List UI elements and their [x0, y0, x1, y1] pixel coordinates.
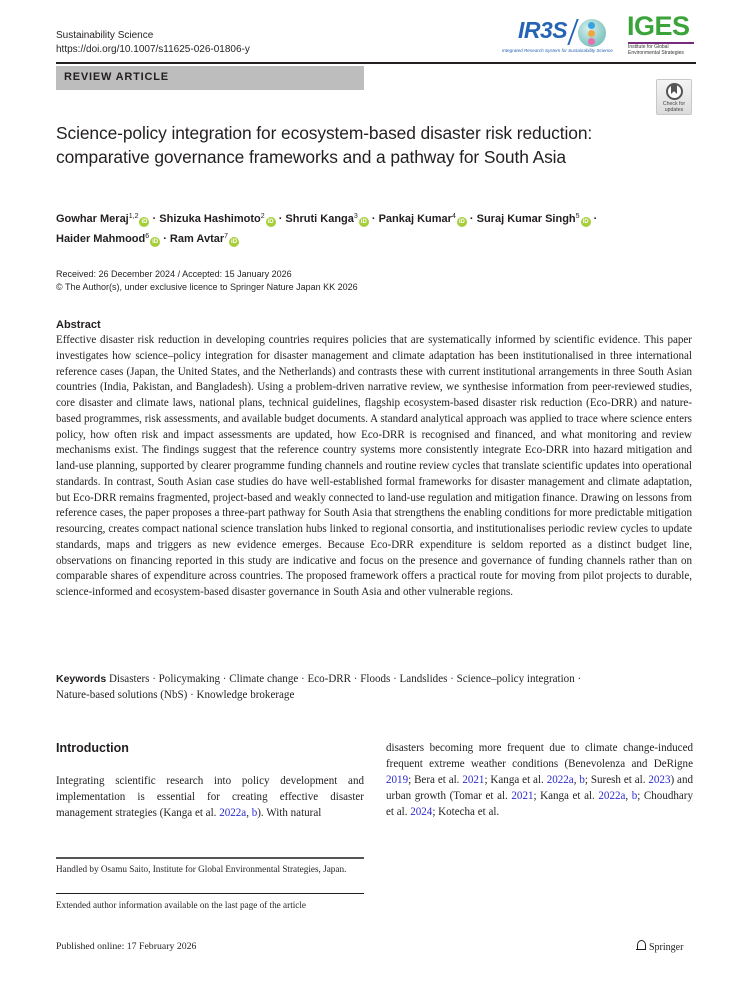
author[interactable]: Ram Avtar	[169, 233, 225, 245]
body-text: ) and urban growth (Tomar et al.	[386, 774, 694, 802]
author[interactable]: Shruti Kanga	[285, 213, 354, 225]
author-separator: ·	[590, 213, 598, 225]
orcid-icon[interactable]: iD	[360, 219, 367, 225]
keyword: Nature-based solutions (NbS)	[56, 688, 188, 701]
body-text: ; Kotecha et al.	[432, 806, 500, 818]
handled-by-note: Handled by Osamu Saito, Institute for Global Environmental Strategies, Japan.	[56, 864, 347, 874]
citation-link[interactable]: 2022a	[598, 790, 626, 802]
author-affiliation: 7	[224, 233, 229, 240]
author-affiliation: 5	[575, 213, 580, 220]
body-text: ). With natural	[257, 807, 322, 819]
body-text: ,	[246, 807, 252, 819]
ir3s-logo	[502, 17, 613, 59]
orcid-icon[interactable]: iD	[582, 219, 589, 225]
author-separator: ·	[275, 213, 286, 225]
author-list	[56, 208, 656, 248]
keyword: Science–policy integration	[456, 673, 575, 685]
copyright-notice: © The Author(s), under exclusive licence to Springer Nature Japan KK 2026	[56, 281, 358, 292]
author[interactable]: Pankaj Kumar	[378, 213, 452, 225]
received-accepted: Received: 26 December 2024 / Accepted: 15 January 2026	[56, 269, 292, 279]
author-affiliation: 1,2	[128, 213, 139, 220]
keyword: Disasters	[108, 673, 150, 685]
extended-author-info: Extended author information available on the last page of the article	[56, 900, 307, 910]
iges-logo	[626, 11, 698, 59]
keyword: Policymaking	[158, 673, 221, 685]
author-separator: ·	[368, 213, 379, 225]
header-divider	[56, 62, 696, 64]
body-text: ; Suresh et al.	[584, 774, 649, 786]
iges-subtitle-line2: Environmental Strategies	[628, 50, 684, 56]
journal-header	[56, 29, 250, 57]
keyword: Landslides	[399, 673, 448, 685]
keywords-label: Keywords	[56, 673, 107, 685]
body-text: disasters becoming more frequent due to climate change-induced frequent extreme weather conditions (Benevolenza and DeRigne	[386, 742, 693, 770]
author-separator: ·	[466, 213, 477, 225]
author-affiliation: 6	[145, 233, 150, 240]
citation-link[interactable]: 2022a	[219, 807, 247, 819]
body-text: ; Kanga et al.	[533, 790, 599, 802]
keyword: Floods	[360, 673, 391, 685]
journal-name: Sustainability Science	[56, 30, 154, 41]
orange-dot-icon	[588, 30, 595, 37]
citation-link[interactable]: 2019	[386, 774, 409, 786]
orcid-icon[interactable]: iD	[267, 219, 274, 225]
author[interactable]: Shizuka Hashimoto	[159, 213, 261, 225]
check-for-updates-label	[657, 101, 691, 113]
iges-logo-subtitle	[628, 44, 684, 56]
author-affiliation: 4	[451, 213, 456, 220]
citation-link[interactable]: 2024	[410, 806, 433, 818]
keyword: Eco-DRR	[307, 673, 352, 685]
keyword: Knowledge brokerage	[196, 688, 295, 701]
citation-link[interactable]: b	[631, 790, 638, 802]
publisher-name: Springer	[649, 942, 684, 953]
iges-logo-text: IGES	[627, 11, 690, 41]
author-separator: ·	[149, 213, 160, 225]
article-type-label: REVIEW ARTICLE	[64, 71, 169, 83]
orcid-icon[interactable]: iD	[152, 239, 159, 245]
blue-dot-icon	[588, 22, 595, 29]
orcid-icon[interactable]: iD	[458, 219, 465, 225]
abstract-text: Effective disaster risk reduction in developing countries requires policies that are systematically informed by scientific evidence. This paper investigates how science–policy integration for disaster management and climate adaptation has been institutionalised in three international reference cases (Japan, the United States, and the Netherlands) and contrasts these with current institutional arrangements in three South Asian countries (India, Pakistan, and Bangladesh). Using a problem-driven narrative review, we synthesise information from peer-reviewed studies, core disaster and climate laws, national plans, technical guidelines, flagship ecosystem-based disaster risk reduction (Eco-DRR) and nature-based programmes, risk assessments, and available budget documents. A standard analytical approach was applied to trace where science enters policy, how often risk and impact assessments are updated, how Eco-DRR is recognised and financed, and what monitoring and review mechanisms exist. The findings suggest that the reference country systems more consistently integrate Eco-DRR into hazard mitigation and land-use planning, supported by clearer programme funding channels and routine review cycles that translate scientific updates into operational standards. In contrast, South Asian case studies do have well-established formal frameworks for disaster management and climate adaptation, but Eco-DRR remains fragmented, project-based and weakly connected to land-use regulation and mitigation finance. Drawing on lessons from reference cases, the paper proposes a three-part pathway for South Asia that strengthens the enabling conditions for more predictable mitigation resourcing, creates compact national science translation hubs linked to regional consortia, and institutionalises periodic review cycles to update standards, maps and triggers as new evidence emerges. Because Eco-DRR expenditure is seldom reported as a distinct budget line, observations on financing reported in this study are indicative and focus on the presence and governance of funding channels rather than on comparable shares of expenditure across countries. The proposed framework offers a practical route for moving from pilot projects to durable, science-informed and ecosystem-based disaster governance in South Asia and other vulnerable regions.	[56, 334, 692, 598]
ir3s-logo-subtitle: Integrated Research System for Sustainability Science	[502, 48, 613, 53]
footnote-divider-2	[56, 893, 364, 894]
author-affiliation: 3	[353, 213, 358, 220]
body-text: ; Kanga et al.	[484, 774, 547, 786]
introduction-heading: Introduction	[56, 741, 129, 755]
introduction-left-column	[56, 773, 364, 821]
footnote-divider	[56, 857, 364, 859]
doi-link[interactable]: https://doi.org/10.1007/s11625-026-01806-y	[56, 44, 250, 55]
globe-icon	[578, 19, 606, 47]
author[interactable]: Suraj Kumar Singh	[476, 213, 576, 225]
introduction-right-column	[386, 740, 693, 820]
article-type-banner	[56, 66, 364, 90]
springer-logo	[636, 940, 683, 953]
ir3s-logo-text: IR3S	[518, 17, 568, 43]
abstract-heading: Abstract	[56, 319, 101, 331]
author[interactable]: Haider Mahmood	[56, 233, 146, 245]
iges-subtitle-line1: Institute for Global	[628, 44, 669, 50]
bookmark-icon	[666, 83, 683, 100]
keywords	[56, 672, 696, 703]
citation-link[interactable]: 2023	[648, 774, 671, 786]
body-text: ; Bera et al.	[408, 774, 463, 786]
article-dates	[56, 268, 358, 293]
keywords-list: Disasters · Policymaking · Climate change · Eco-DRR · Floods · Landslides · Science–policy integration · Nature-based solutions (NbS) · Knowledge brokerage	[56, 673, 582, 701]
body-text: Integrating scientific research into policy development and implementation is essential for creating effective disaster management strategies (Kanga et al.	[56, 775, 364, 819]
body-text: ,	[625, 790, 632, 802]
keyword: Climate change	[229, 673, 299, 685]
check-label-line1: Check for	[662, 101, 686, 107]
orcid-icon[interactable]: iD	[141, 219, 148, 225]
body-text: ; Choudhary et al.	[386, 790, 693, 818]
published-online: Published online: 17 February 2026	[56, 941, 197, 952]
citation-link[interactable]: b	[251, 807, 258, 819]
author[interactable]: Gowhar Meraj	[56, 213, 129, 225]
author-affiliation: 2	[260, 213, 265, 220]
citation-link[interactable]: 2022a	[546, 774, 574, 786]
citation-link[interactable]: 2021	[511, 790, 534, 802]
orcid-icon[interactable]: iD	[231, 239, 238, 245]
article-title: Science-policy integration for ecosystem-based disaster risk reduction: comparative governance frameworks and a pathway for South Asia	[56, 123, 593, 167]
ir3s-slash	[567, 19, 578, 45]
check-for-updates-button[interactable]	[656, 79, 692, 115]
citation-link[interactable]: 2021	[462, 774, 485, 786]
citation-link[interactable]: b	[579, 774, 585, 786]
check-label-line2: updates	[664, 107, 684, 113]
pink-dot-icon	[588, 38, 595, 45]
springer-horse-icon	[636, 940, 646, 951]
author-separator: ·	[160, 233, 170, 245]
body-text: ,	[573, 774, 580, 786]
